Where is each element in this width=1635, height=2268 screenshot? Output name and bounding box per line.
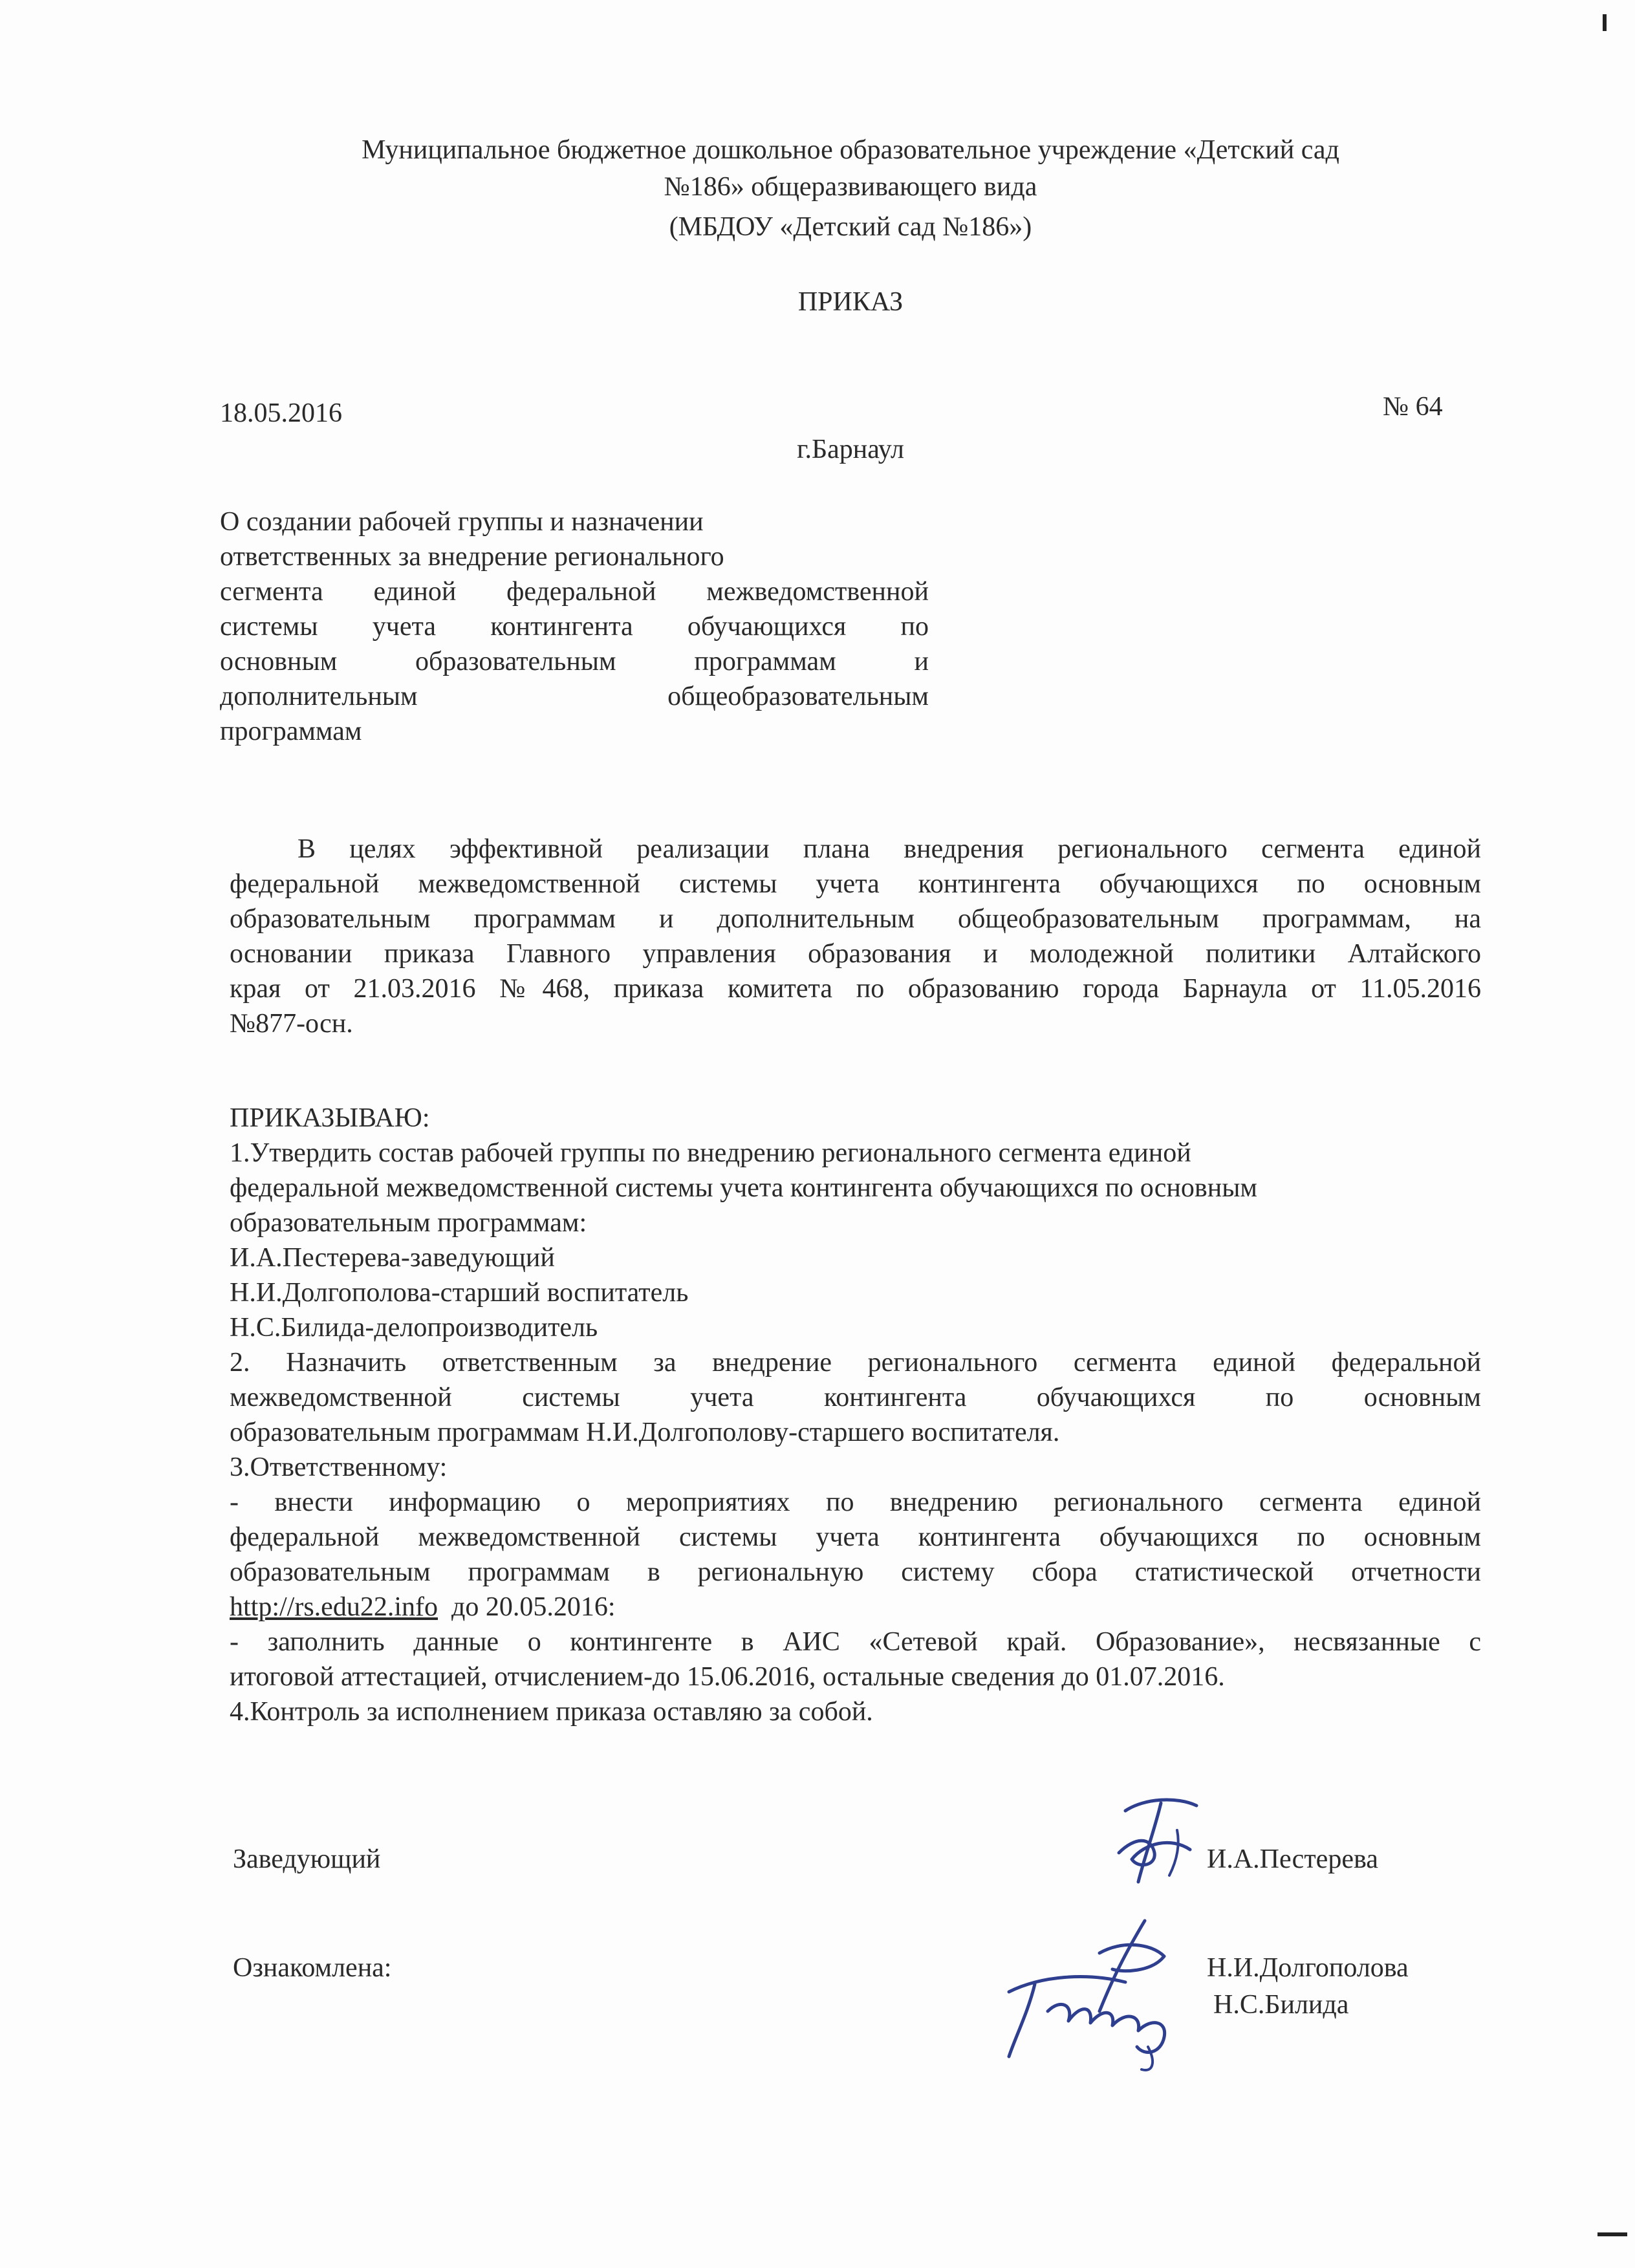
subject-line: программам bbox=[220, 717, 362, 746]
order-line: образовательным программам Н.И.Долгополову-старшего воспитателя. bbox=[230, 1418, 1060, 1447]
acknowledged-name: Н.И.Долгополова bbox=[1207, 1953, 1409, 1983]
preamble-line: №877-осн. bbox=[230, 1009, 353, 1039]
order-line: итоговой аттестацией, отчислением-до 15.06.2016, остальные сведения до 01.07.2016. bbox=[230, 1662, 1225, 1692]
document-type: ПРИКАЗ bbox=[797, 287, 904, 317]
scan-speck bbox=[1603, 14, 1607, 31]
preamble-line: образовательным программам и дополнительным общеобразовательным программам, на bbox=[230, 904, 1481, 934]
order-line: межведомственной системы учета контингента обучающихся по основным bbox=[230, 1383, 1481, 1412]
acknowledged-label: Ознакомлена: bbox=[233, 1953, 392, 1983]
acknowledged-name: Н.С.Билида bbox=[1213, 1990, 1349, 2020]
preamble-line: В целях эффективной реализации плана внедрения регионального сегмента единой bbox=[298, 834, 1481, 864]
order-line: - внести информацию о мероприятиях по внедрению регионального сегмента единой bbox=[230, 1487, 1481, 1517]
order-line: 1.Утвердить состав рабочей группы по внедрению регионального сегмента единой bbox=[230, 1138, 1191, 1168]
order-heading: ПРИКАЗЫВАЮ: bbox=[230, 1103, 430, 1133]
order-line: И.А.Пестерева-заведующий bbox=[230, 1243, 555, 1273]
order-body bbox=[230, 1101, 1481, 1729]
order-line: 4.Контроль за исполнением приказа оставляю за собой. bbox=[230, 1697, 873, 1727]
order-line: 2. Назначить ответственным за внедрение регионального сегмента единой федеральной bbox=[230, 1348, 1481, 1377]
order-line: федеральной межведомственной системы учета контингента обучающихся по основным bbox=[230, 1173, 1258, 1203]
order-line: образовательным программам в региональную систему сбора статистической отчетности bbox=[230, 1557, 1481, 1587]
subject-line: сегмента единой федеральной межведомственной bbox=[220, 577, 929, 607]
preamble-line: края от 21.03.2016 №468, приказа комитета по образованию города Барнаула от 11.05.2016 bbox=[230, 974, 1481, 1004]
order-line: федеральной межведомственной системы учета контингента обучающихся по основным bbox=[230, 1522, 1481, 1552]
preamble-line: основании приказа Главного управления образования и молодежной политики Алтайского bbox=[230, 939, 1481, 969]
signatory-name: И.А.Пестерева bbox=[1207, 1844, 1378, 1874]
order-line: 3.Ответственному: bbox=[230, 1453, 448, 1482]
order-link-line bbox=[230, 1590, 1481, 1625]
order-line: Н.С.Билида-делопроизводитель bbox=[230, 1313, 598, 1343]
director-signature bbox=[1099, 1791, 1216, 1895]
statistics-system-link[interactable]: http://rs.edu22.info bbox=[230, 1592, 438, 1622]
document-subject bbox=[220, 504, 929, 749]
order-line: Н.И.Долгополова-старший воспитатель bbox=[230, 1278, 689, 1308]
subject-line: системы учета контингента обучающихся по bbox=[220, 612, 929, 642]
scan-speck bbox=[1597, 2232, 1627, 2236]
preamble-line: федеральной межведомственной системы учета контингента обучающихся по основным bbox=[230, 869, 1481, 899]
subject-line: дополнительным общеобразовательным bbox=[220, 682, 929, 711]
document-date: 18.05.2016 bbox=[220, 398, 342, 428]
preamble bbox=[230, 832, 1481, 1041]
signatory-role: Заведующий bbox=[233, 1844, 381, 1874]
link-deadline: до 20.05.2016: bbox=[437, 1592, 616, 1622]
staff-signatures bbox=[983, 1908, 1203, 2076]
org-short-name: (МБДОУ «Детский сад №186») bbox=[669, 212, 1032, 242]
order-line: образовательным программам: bbox=[230, 1208, 587, 1238]
subject-line: основным образовательным программам и bbox=[220, 647, 929, 676]
subject-line: О создании рабочей группы и назначении bbox=[220, 507, 704, 537]
order-line: - заполнить данные о контингенте в АИС «Сетевой край. Образование», несвязанные с bbox=[230, 1627, 1481, 1657]
subject-line: ответственных за внедрение регионального bbox=[220, 542, 724, 572]
org-name-line-1: Муниципальное бюджетное дошкольное образовательное учреждение «Детский сад bbox=[362, 135, 1339, 165]
org-name-line-2: №186» общеразвивающего вида bbox=[664, 172, 1037, 202]
document-city: г.Барнаул bbox=[797, 435, 904, 464]
document-number: № 64 bbox=[1383, 392, 1443, 422]
